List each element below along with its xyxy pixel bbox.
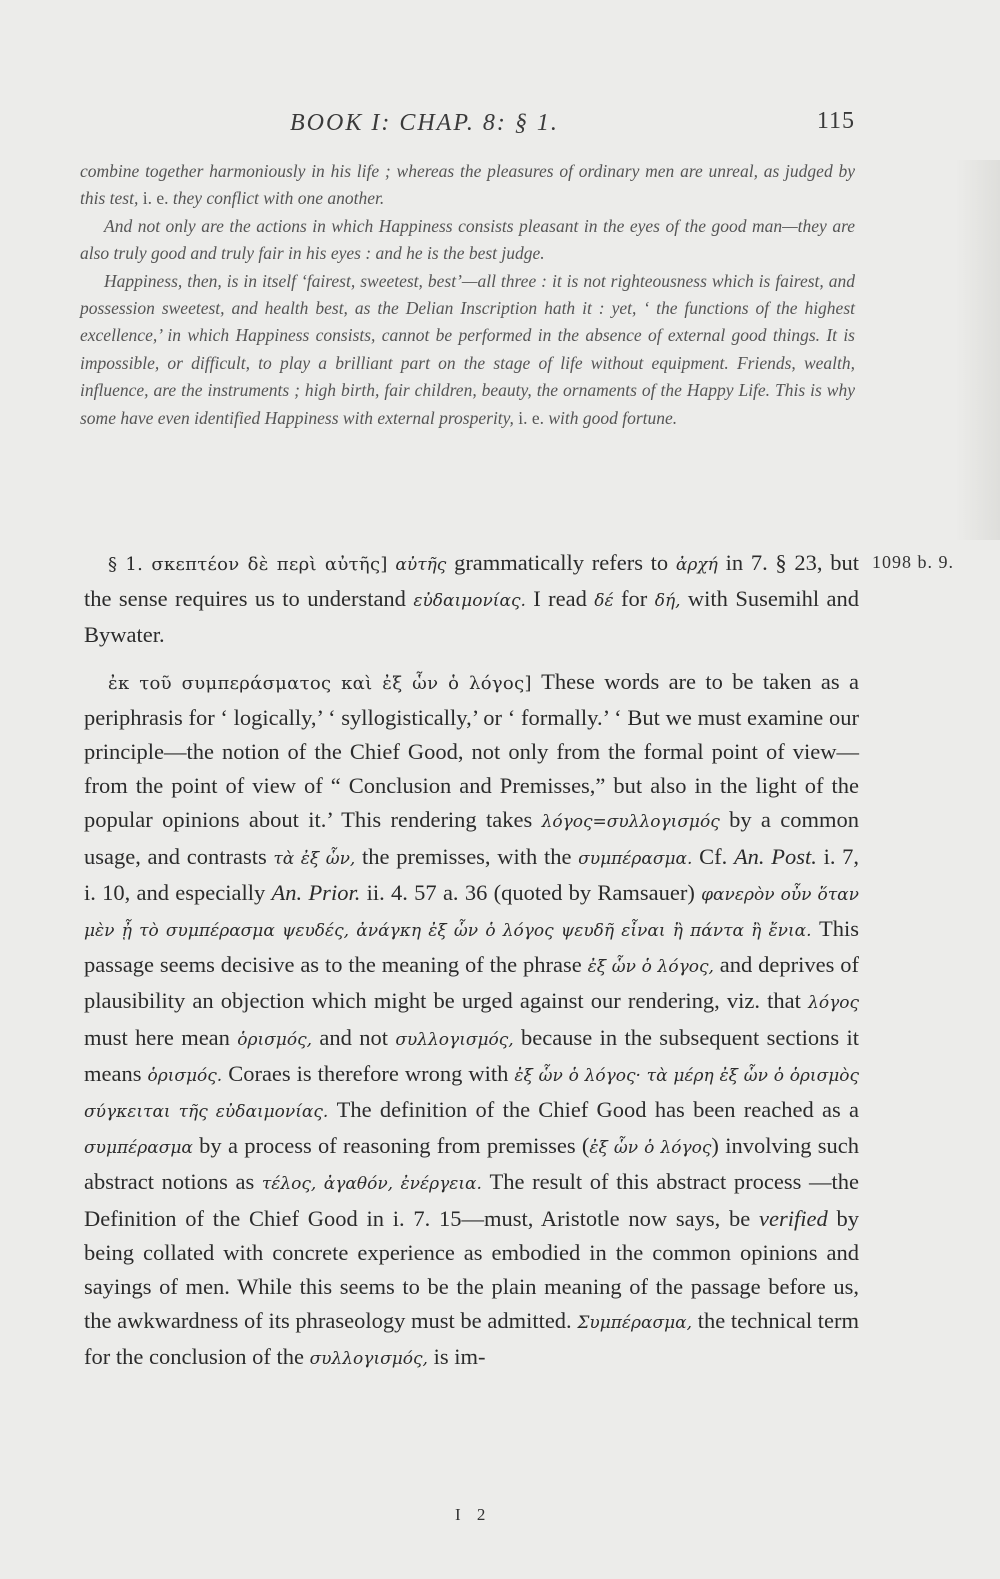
note-text: must here mean — [84, 1024, 238, 1050]
work-title: An. Prior. — [271, 879, 361, 905]
greek-term: Συμπέρασμα, — [577, 1313, 693, 1334]
greek-term: δέ — [594, 591, 614, 612]
greek-term: τὰ ἐξ ὧν, — [273, 848, 356, 869]
note-text: is im- — [427, 1344, 486, 1370]
paraphrase-block — [80, 158, 855, 432]
paraphrase-text: they conflict with one another. — [168, 188, 385, 209]
paraphrase-abbrev: i. e. — [518, 407, 544, 428]
note-text: i. 7, i. 10, and especially — [84, 843, 860, 905]
greek-term: ὁρισμός, — [237, 1029, 312, 1050]
greek-term: λόγος — [808, 993, 859, 1014]
note-text: Cf. — [692, 843, 734, 869]
greek-term: λόγος=συλλογισμός — [541, 812, 720, 833]
greek-term: αὐτῆς — [395, 555, 447, 575]
note-text: I read — [525, 586, 595, 612]
note-text: grammatically refers to — [446, 550, 676, 575]
page-number: 115 — [816, 108, 855, 134]
greek-term: συλλογισμός, — [309, 1349, 428, 1370]
greek-term: εὐδαιμονίας. — [413, 591, 526, 612]
greek-term: δή, — [654, 591, 681, 612]
paraphrase-paragraph — [80, 158, 855, 213]
greek-term: συμπέρασμα — [84, 1138, 193, 1159]
margin-reference: 1098 b. 9. — [872, 552, 954, 572]
running-head: BOOK I: CHAP. 8: § 1. — [290, 110, 559, 136]
greek-term: ἐξ ὧν ὁ λόγος — [589, 1138, 712, 1159]
note-text: This passage seems decisive as to the meaning of the phrase — [84, 916, 859, 978]
note-text: for — [613, 586, 655, 612]
greek-term: ἀρχή — [675, 555, 718, 575]
note-text: ii. 4. 57 a. 36 (quoted by Ramsauer) — [360, 879, 702, 905]
note-text: in 7. § 23, but the sense requires us to understand — [84, 550, 860, 612]
note-text: with Susemihl and Bywater. — [84, 586, 859, 648]
greek-quotation: φανερὸν οὖν ὅταν μὲν ᾖ τὸ συμπέρασμα ψευδές, ἀνάγκη ἐξ ὧν ὁ λόγος ψευδῆ εἶναι ἢ πάντα ἢ ἔνια. — [84, 884, 859, 942]
paraphrase-text: combine together harmoniously in his life ; whereas the pleasures of ordinary men are unreal, as judged by this test, — [80, 161, 855, 209]
note-text: The result of this abstract process —the Definition of the Chief Good in i. 7. 15—must, Aristotle now says, be — [84, 1169, 859, 1231]
greek-term: συμπέρασμα. — [578, 848, 693, 869]
greek-quotation: ἐξ ὧν ὁ λόγος· τὰ μέρη ἐξ ὧν ὁ ὁρισμὸς σύγκειται τῆς εὐδαιμονίας. — [84, 1065, 860, 1123]
commentary-note — [84, 665, 859, 1377]
paraphrase-text: Happiness, then, is in itself ‘fairest, sweetest, best’—all three : it is not righteousness which is fairest, and possession sweetest, and health best, as the Delian Inscription hath it : yet, ‘ the functions of the highest excellence,’ in which Happiness consists, cannot be performed in the absence of external good things. It is impossible, or difficult, to play a brilliant part on the stage of life without equipment. Friends, wealth, influence, are the instruments ; high birth, fair children, beauty, the ornaments of the Happy Life. This is why some have even identified Happiness with external prosperity, — [80, 270, 855, 428]
greek-term: ὁρισμός. — [147, 1065, 223, 1086]
note-text: and not — [312, 1024, 396, 1050]
commentary-block — [84, 546, 859, 1377]
note-text: and deprives of plausibility an objection which might be urged against our rendering, viz. that — [84, 952, 859, 1014]
note-text: the premisses, with the — [355, 843, 579, 869]
commentary-note — [84, 546, 859, 653]
note-text: ) involving such abstract notions as — [84, 1133, 859, 1195]
paraphrase-paragraph — [80, 268, 855, 432]
note-text: because in the subsequent sections it means — [84, 1024, 859, 1086]
work-title: An. Post. — [733, 843, 817, 869]
page-header — [80, 102, 855, 142]
note-text: These words are to be taken as a periphrasis for ‘ logically,’ ‘ syllogistically,’ or ‘ formally.’ ‘ But we must examine our principle—the notion of the Chief Good, not only from the formal point of view—from the point of view of “ Conclusion and Premisses,” but also in the light of the popular opinions about it.’ This rendering takes — [84, 668, 859, 833]
greek-term: τέλος, ἀγαθόν, ἐνέργεια. — [261, 1174, 482, 1195]
note-text: Coraes is therefore wrong with — [222, 1060, 515, 1086]
greek-term: συλλογισμός, — [395, 1029, 514, 1050]
paraphrase-text: with good fortune. — [543, 407, 678, 428]
greek-term: ἐξ ὧν ὁ λόγος, — [587, 957, 714, 978]
paraphrase-paragraph: And not only are the actions in which Happiness consists pleasant in the eyes of the good man—they are also truly good and truly fair in his eyes : and he is the best judge. — [80, 215, 855, 264]
note-text: the technical term for the conclusion of the — [84, 1308, 859, 1370]
signature-mark: I 2 — [455, 1505, 492, 1524]
note-text: The definition of the Chief Good has been reached as a — [328, 1097, 859, 1123]
emphasis: verified — [759, 1205, 828, 1231]
paraphrase-abbrev: i. e. — [142, 188, 169, 209]
note-lemma: § 1. σκεπτέον δὲ περὶ αὐτῆς] — [108, 554, 388, 575]
note-text: by a common usage, and contrasts — [84, 807, 859, 869]
note-text: by being collated with concrete experience as embodied in the common opinions and sayings of men. While this seems to be the plain meaning of the passage before us, the awkwardness of its phraseology must be admitted. — [84, 1205, 860, 1334]
note-lemma: ἐκ τοῦ συμπεράσματος καὶ ἐξ ὧν ὁ λόγος] — [108, 672, 532, 694]
show-through-shadow — [955, 160, 1000, 540]
note-text: by a process of reasoning from premisses ( — [192, 1133, 590, 1159]
